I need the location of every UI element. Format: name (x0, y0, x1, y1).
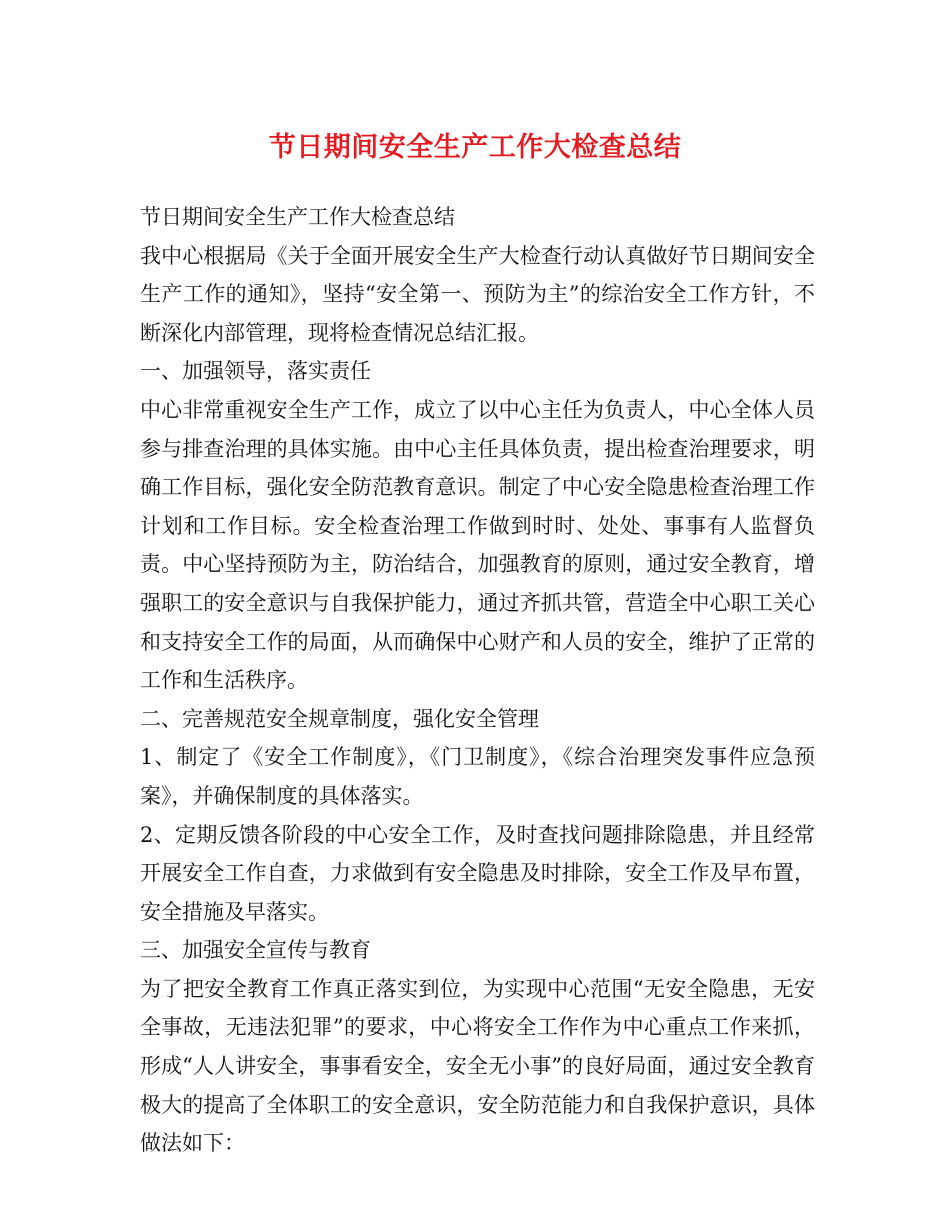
paragraph-intro: 我中心根据局《关于全面开展安全生产大检查行动认真做好节日期间安全生产工作的通知》，坚持“安全第一、预防为主”的综治安全工作方针，不断深化内部管理，现将检查情况总结汇报。 (140, 243, 815, 345)
paragraph-section-3: 为了把安全教育工作真正落实到位，为实现中心范围“无安全隐患，无安全事故，无违法犯罪”的要求，中心将安全工作作为中心重点工作来抓，形成“人人讲安全，事事看安全，安全无小事”的良好局面，通过安全教育极大的提高了全体职工的安全意识，安全防范能力和自我保护意识，具体做法如下： (140, 976, 815, 1156)
section-heading-2: 二、完善规范安全规章制度，强化安全管理 (140, 706, 539, 731)
section-heading-3: 三、加强安全宣传与教育 (140, 938, 371, 963)
document-title: 节日期间安全生产工作大检查总结 (268, 132, 682, 163)
document-body (140, 198, 815, 1163)
paragraph-item-2: 2、定期反馈各阶段的中心安全工作，及时查找问题排除隐患，并且经常开展安全工作自查，力求做到有安全隐患及时排除，安全工作及早布置，安全措施及早落实。 (140, 822, 815, 924)
paragraph-subtitle: 节日期间安全生产工作大检查总结 (140, 205, 455, 229)
paragraph-item-1: 1、制定了《安全工作制度》，《门卫制度》，《综合治理突发事件应急预案》，并确保制度的具体落实。 (140, 745, 815, 808)
paragraph-section-1: 中心非常重视安全生产工作，成立了以中心主任为负责人，中心全体人员参与排查治理的具体实施。由中心主任具体负责，提出检查治理要求，明确工作目标，强化安全防范教育意识。制定了中心安全隐患检查治理工作计划和工作目标。安全检查治理工作做到时时、处处、事事有人监督负责。中心坚持预防为主，防治结合，加强教育的原则，通过安全教育，增强职工的安全意识与自我保护能力，通过齐抓共管，营造全中心职工关心和支持安全工作的局面，从而确保中心财产和人员的安全，维护了正常的工作和生活秩序。 (140, 397, 815, 693)
section-heading-1: 一、加强领导，落实责任 (140, 359, 371, 384)
